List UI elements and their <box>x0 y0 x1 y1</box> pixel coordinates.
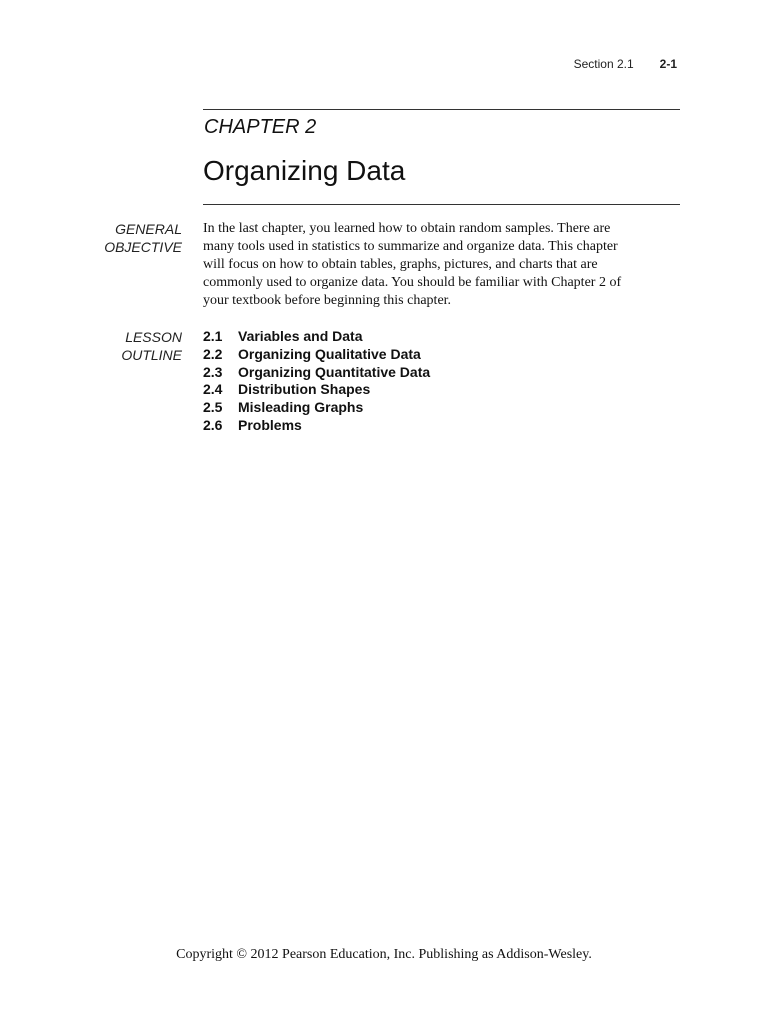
general-objective-label-line: OBJECTIVE <box>104 239 182 255</box>
outline-item-number: 2.3 <box>203 363 223 380</box>
page-number: 2-1 <box>659 57 677 71</box>
objective-text-line: your textbook before beginning this chapter. <box>203 293 452 308</box>
running-head <box>574 57 677 71</box>
running-head-section: Section 2.1 <box>573 57 634 71</box>
lesson-outline-label-line: OUTLINE <box>121 347 182 363</box>
outline-item <box>203 346 430 364</box>
outline-item-title: Variables and Data <box>238 328 363 344</box>
outline-item-number: 2.5 <box>203 399 223 416</box>
lesson-outline-list <box>203 328 430 435</box>
general-objective-label <box>104 220 182 256</box>
outline-item-title: Distribution Shapes <box>238 381 371 398</box>
outline-item-number: 2.4 <box>203 381 223 398</box>
chapter-title: Organizing Data <box>203 155 406 186</box>
chapter-label: CHAPTER 2 <box>204 116 317 138</box>
objective-text-line: will focus on how to obtain tables, graphs, pictures, and charts that are <box>203 257 598 272</box>
lesson-outline-label <box>121 328 182 364</box>
top-divider <box>203 109 680 110</box>
outline-item-title: Organizing Qualitative Data <box>238 345 421 362</box>
outline-item-title: Misleading Graphs <box>238 399 364 416</box>
outline-item <box>203 364 430 382</box>
objective-text-line: In the last chapter, you learned how to obtain random samples. There are <box>203 221 611 236</box>
outline-item-number: 2.2 <box>203 345 223 362</box>
outline-item <box>203 417 430 435</box>
outline-item-title: Problems <box>238 416 302 433</box>
general-objective-text <box>203 220 673 310</box>
outline-item-title: Organizing Quantitative Data <box>238 363 431 380</box>
objective-text-line: commonly used to organize data. You should be familiar with Chapter 2 of <box>203 275 622 290</box>
bottom-divider <box>203 204 680 205</box>
lesson-outline-label-line: LESSON <box>125 329 182 345</box>
objective-text-line: many tools used in statistics to summarize and organize data. This chapter <box>203 239 618 254</box>
general-objective-label-line: GENERAL <box>115 221 182 237</box>
outline-item-number: 2.1 <box>203 328 223 344</box>
outline-item <box>203 399 430 417</box>
outline-item-number: 2.6 <box>203 416 223 433</box>
copyright-footer: Copyright © 2012 Pearson Education, Inc. Publishing as Addison-Wesley. <box>176 947 592 962</box>
outline-item <box>203 381 430 399</box>
outline-item <box>203 328 430 346</box>
